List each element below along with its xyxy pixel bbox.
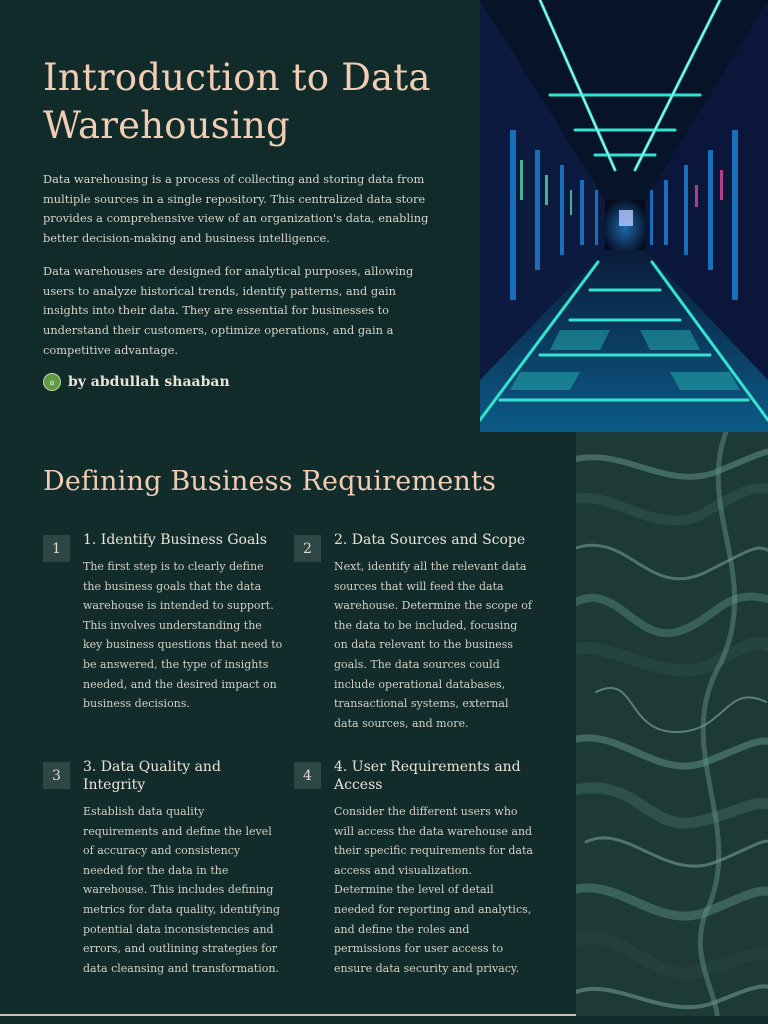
requirement-number-badge: 3 [43,762,70,789]
author-byline [43,373,443,391]
server-corridor-image [480,0,768,432]
requirements-slide [0,432,576,1016]
requirement-description: The first step is to clearly define the business goals that the data warehouse is intended to support. This involves understanding the key business questions that need to be answered, the type of insights needed, and the desired impact on business decisions. [83,560,283,711]
intro-paragraph-2: Data warehouses are designed for analytical purposes, allowing users to analyze historical trends, identify patterns, and gain insights into their data. They are essential for businesses to understand their customers, optimize operations, and gain a competitive advantage. [43,263,414,357]
avatar: a [43,373,61,391]
intro-paragraph-1: Data warehousing is a process of collecting and storing data from multiple sources in a single repository. This centralized data store provides a comprehensive view of an organization's data, enabling better decision-making and business intelligence. [43,172,429,246]
section-title: Defining Business Requirements [43,466,497,497]
requirement-number-badge: 2 [294,535,321,562]
requirement-title: 4. User Requirements and Access [334,759,521,793]
marble-swirl-image [576,432,768,1016]
author-name: by abdullah shaaban [68,374,230,391]
intro-text-block [43,54,443,391]
requirement-title: 2. Data Sources and Scope [334,532,526,548]
requirement-title: 3. Data Quality and Integrity [83,759,221,793]
requirement-description: Next, identify all the relevant data sources that will feed the data warehouse. Determine the scope of the data to be included, focusing on data relevant to the business goals. The data sources could include operational databases, transactional systems, external data sources, and more. [334,560,532,730]
requirement-number-badge: 4 [294,762,321,789]
requirement-description: Establish data quality requirements and define the level of accuracy and consistency needed for the data in the warehouse. This includes defining metrics for data quality, identifying potential data inconsistencies and errors, and outlining strategies for data cleansing and transformation. [83,805,280,975]
requirement-title: 1. Identify Business Goals [83,532,267,548]
requirement-description: Consider the different users who will access the data warehouse and their specific requirements for data access and visualization. Determine the level of detail needed for reporting and analytics, and define the roles and permissions for user access to ensure data security and privacy. [334,805,533,975]
divider [0,1014,576,1016]
requirement-number-badge: 1 [43,535,70,562]
page-title: Introduction to Data Warehousing [43,56,431,147]
